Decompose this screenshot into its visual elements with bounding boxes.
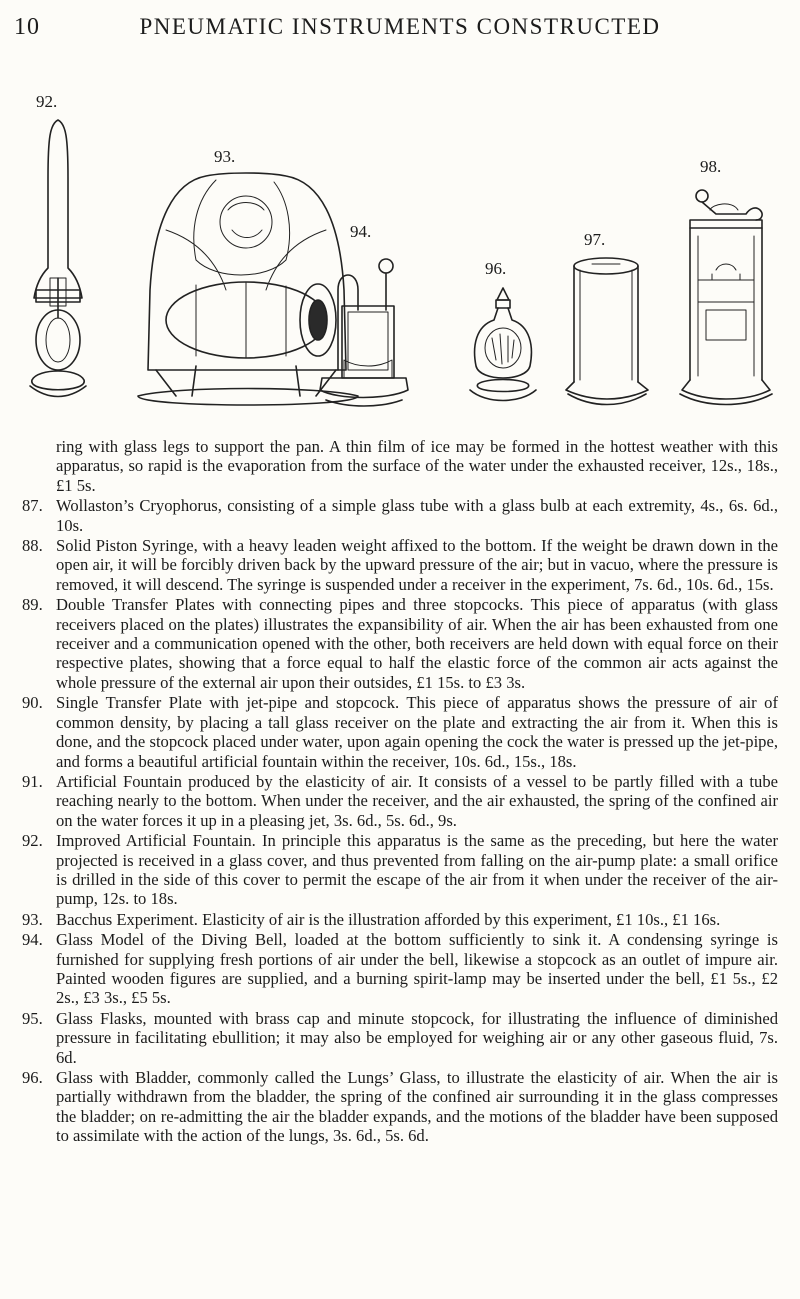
catalogue-entry-95: [22, 1009, 778, 1067]
figure-label-98: 98.: [700, 157, 722, 176]
catalogue-entry-93: [22, 910, 778, 929]
entry-text: Single Transfer Plate with jet-pipe and stopcock. This piece of apparatus shows the pressure of air of common density, by placing a tall glass receiver on the plate and extracting the air from it. When this is done, and the stopcock placed under water, upon again opening the cock the water is pressed up the jet-pipe, and forms a beautiful artificial fountain within the receiver, 10s. 6d., 15s., 18s.: [56, 693, 778, 771]
receiver-jar-icon: [676, 180, 776, 412]
entry-number: 95.: [22, 1008, 43, 1028]
cryophorus-tube-icon: [28, 118, 88, 408]
entry-text: Double Transfer Plates with connecting pipes and three stopcocks. This piece of apparatus (with glass receivers placed on the plates) illustrates the expansibility of air. When the air has been exhausted from one receiver and a communication opened with the other, both receivers are held down with equal force on their respective plates, showing that a force equal to half the elastic force of the common air acts against the whole pressure of the external air upon their outsides, £1 15s. to £3 3s.: [56, 595, 778, 692]
catalogue-entry-87: [22, 496, 778, 535]
catalogue-entry-94: [22, 930, 778, 1008]
entry-text: Wollaston’s Cryophorus, consisting of a simple glass tube with a glass bulb at each extremity, 4s., 6s. 6d., 10s.: [56, 496, 778, 535]
continuation-paragraph: ring with glass legs to support the pan. A thin film of ice may be formed in the hottest weather with this apparatus, so rapid is the evaporation from the surface of the water under the exhausted receiver, 12s., 18s., £1 5s.: [56, 437, 778, 495]
catalogue-entry-96: [22, 1068, 778, 1146]
entry-text: Artificial Fountain produced by the elasticity of air. It consists of a vessel to be partly filled with a tube reaching nearly to the bottom. When under the receiver, and the air exhausted, the spring of the confined air on the water forces it up in a pleasing jet, 3s. 6d., 5s. 6d., 9s.: [56, 771, 778, 830]
entry-number: 87.: [22, 496, 43, 516]
entry-number: 90.: [22, 693, 43, 713]
entry-number: 92.: [22, 831, 43, 851]
figure-label-92: 92.: [36, 92, 58, 111]
entry-number: 89.: [22, 595, 43, 615]
entry-text: Glass with Bladder, commonly called the Lungs’ Glass, to illustrate the elasticity of air. When the air is partially withdrawn from the bladder, the spring of the confined air surrounding it in the glass compresses the bladder; on re-admitting the air the bladder expands, and the motions of the bladder have been supposed to assimilate with the action of the lungs, 3s. 6d., 5s. 6d.: [56, 1068, 778, 1146]
catalogue-entry-91: [22, 772, 778, 830]
running-head: PNEUMATIC INSTRUMENTS CONSTRUCTED: [139, 14, 661, 39]
entry-number: 88.: [22, 536, 43, 556]
catalogue-entry-92: [22, 831, 778, 909]
diving-bell-icon: [318, 250, 410, 410]
entry-number: 96.: [22, 1068, 43, 1087]
entry-text: Bacchus Experiment. Elasticity of air is the illustration afforded by this experiment, £1 10s., £1 16s.: [56, 909, 721, 929]
entry-text: Glass Model of the Diving Bell, loaded at the bottom sufficiently to sink it. A condensing syringe is furnished for supplying fresh portions of air under the bell, likewise a stopcock as an outlet of impure air. Painted wooden figures are supplied, and a burning spirit-lamp may be inserted under the bell, £1 5s., £2 2s., £3 3s., £5 5s.: [56, 930, 778, 1008]
figure-label-94: 94.: [350, 222, 372, 241]
entry-text: Solid Piston Syringe, with a heavy leaden weight affixed to the bottom. If the weight be drawn down in the open air, it will be forcibly driven back by the upward pressure of the air; but in vacuo, where the pressure is removed, it will descend. The syringe is suspended under a receiver in the experiment, 7s. 6d., 10s. 6d., 15s.: [56, 536, 778, 594]
entry-text: Glass Flasks, mounted with brass cap and minute stopcock, for illustrating the influence of diminished pressure in facilitating ebullition; it may also be employed for weighing air or any other gaseous fluid, 7s. 6d.: [56, 1008, 778, 1067]
entry-number: 91.: [22, 771, 43, 791]
lungs-glass-icon: [466, 286, 540, 410]
entry-text: Improved Artificial Fountain. In principle this apparatus is the same as the preceding, but here the water projected is received in a glass cover, and thus prevented from falling on the air-pump plate: a small orifice is drilled in the side of this cover to permit the escape of the air from it when under the receiver of the air-pump, 12s. to 18s.: [56, 831, 778, 909]
entry-number: 93.: [22, 909, 43, 929]
catalogue-text: [22, 437, 778, 1147]
catalogue-entry-88: [22, 536, 778, 594]
figure-label-93: 93.: [214, 147, 236, 166]
catalogue-entry-90: [22, 693, 778, 771]
cylinder-jar-icon: [562, 256, 652, 410]
figure-label-96: 96.: [485, 259, 507, 278]
figure-label-97: 97.: [584, 230, 606, 249]
page-number: 10: [14, 14, 40, 40]
entry-number: 94.: [22, 930, 43, 950]
catalogue-entry-89: [22, 595, 778, 692]
